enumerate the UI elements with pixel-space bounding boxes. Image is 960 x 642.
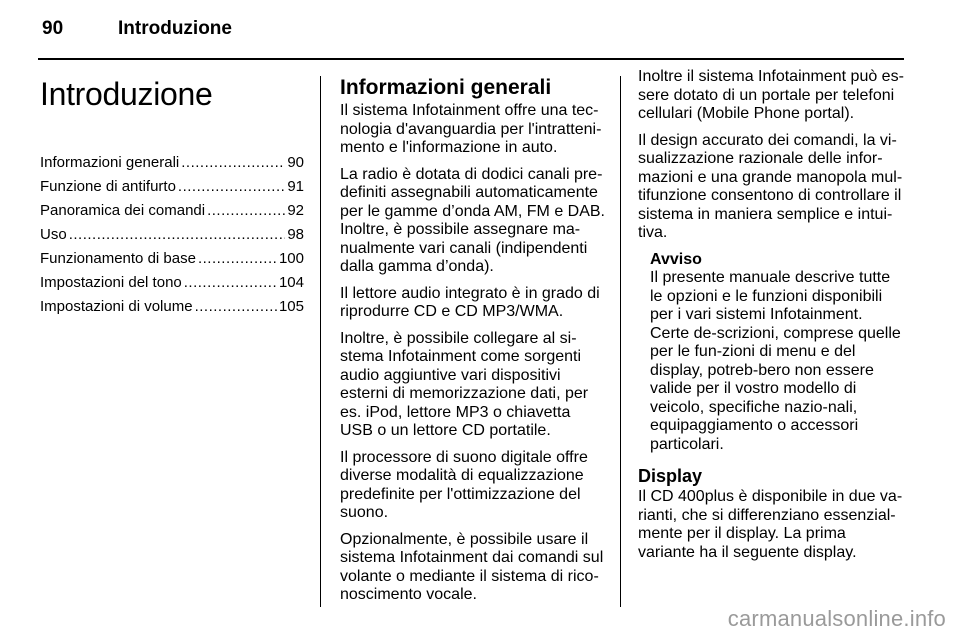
- toc-page: 90: [287, 154, 304, 171]
- body-paragraph: La radio è dotata di dodici canali pre-definiti assegnabili automaticamente per le gamme d’onda AM, FM e DAB. Inoltre, è possibile assegnare ma-nualmente vari canali (indipendenti dalla gamma d’onda).: [340, 165, 605, 275]
- toc-page: 104: [278, 274, 304, 291]
- toc-item[interactable]: [40, 250, 304, 274]
- toc-leader: [69, 226, 286, 245]
- toc-leader: [198, 250, 277, 269]
- toc-leader: [178, 178, 285, 197]
- toc-page: 98: [287, 226, 304, 243]
- page-header: [42, 18, 920, 48]
- note-title: Avviso: [650, 250, 702, 268]
- display-heading: Display: [638, 466, 703, 486]
- section-heading: Informazioni generali: [340, 76, 552, 99]
- toc-label: Panoramica dei comandi: [40, 202, 206, 219]
- column-toc: [40, 68, 304, 322]
- chapter-title: Introduzione: [40, 76, 213, 112]
- toc-leader: [184, 274, 277, 293]
- note-text: Il presente manuale descrive tutte le opzioni e le funzioni disponibili per i vari sistemi Infotainment. Certe de-scrizioni, comprese quelle per le fun-zioni di menu e del display, potreb-bero non essere valide per il vostro modello di veicolo, specifiche nazio-nali, equipaggiamento o accessori particolari.: [650, 269, 901, 453]
- display-paragraph: Il CD 400plus è disponibile in due va-rianti, che si differenziano essenzial-mente per il display. La prima variante ha il seguente display.: [638, 488, 903, 561]
- column-separator-1: [320, 76, 321, 607]
- column-separator-2: [620, 76, 621, 607]
- body-paragraph: Il sistema Infotainment offre una tec-nologia d'avanguardia per l'intratteni-mento e l'informazione in auto.: [340, 102, 602, 156]
- toc-label: Informazioni generali: [40, 154, 180, 171]
- body-paragraph: Inoltre il sistema Infotainment può es-sere dotato di un portale per telefoni cellulari (Mobile Phone portal).: [638, 68, 904, 122]
- toc-leader: [181, 154, 285, 173]
- toc-page: 91: [287, 178, 304, 195]
- table-of-contents: [40, 154, 304, 322]
- watermark: carmanualsonline.info: [727, 606, 946, 631]
- body-paragraph: Il design accurato dei comandi, la vi-sualizzazione razionale delle infor-mazioni e una grande manopola mul-tifunzione consentono di controllare il sistema in maniera semplice e intui-tiva.: [638, 131, 903, 241]
- toc-label: Uso: [40, 226, 67, 243]
- toc-item[interactable]: [40, 274, 304, 298]
- body-paragraph: Il processore di suono digitale offre diverse modalità di equalizzazione predefinite per l'ottimizzazione del suono.: [340, 448, 588, 521]
- toc-page: 105: [278, 298, 304, 315]
- toc-label: Impostazioni di volume: [40, 298, 193, 315]
- toc-item[interactable]: [40, 226, 304, 250]
- toc-item[interactable]: [40, 202, 304, 226]
- toc-leader: [207, 202, 285, 221]
- toc-item[interactable]: [40, 298, 304, 322]
- running-title: Introduzione: [118, 18, 232, 39]
- toc-label: Impostazioni del tono: [40, 274, 182, 291]
- toc-page: 100: [278, 250, 304, 267]
- toc-item[interactable]: [40, 178, 304, 202]
- page-number: 90: [42, 18, 64, 39]
- body-paragraph: Inoltre, è possibile collegare al si-stema Infotainment come sorgenti audio aggiuntive vari dispositivi esterni di memorizzazione dati, per es. iPod, lettore MP3 o chiavetta USB o un lettore CD portatile.: [340, 329, 589, 439]
- toc-label: Funzionamento di base: [40, 250, 196, 267]
- column-general-info: [340, 68, 606, 613]
- header-rule: [38, 58, 904, 60]
- note-box: [638, 251, 904, 455]
- body-paragraph: Il lettore audio integrato è in grado di riprodurre CD e CD MP3/WMA.: [340, 284, 600, 320]
- toc-leader: [195, 298, 277, 317]
- body-paragraph: Opzionalmente, è possibile usare il sistema Infotainment dai comandi sul volante o mediante il sistema di rico-noscimento vocale.: [340, 530, 604, 603]
- toc-label: Funzione di antifurto: [40, 178, 176, 195]
- toc-page: 92: [287, 202, 304, 219]
- column-continued: [638, 68, 904, 570]
- toc-item[interactable]: [40, 154, 304, 178]
